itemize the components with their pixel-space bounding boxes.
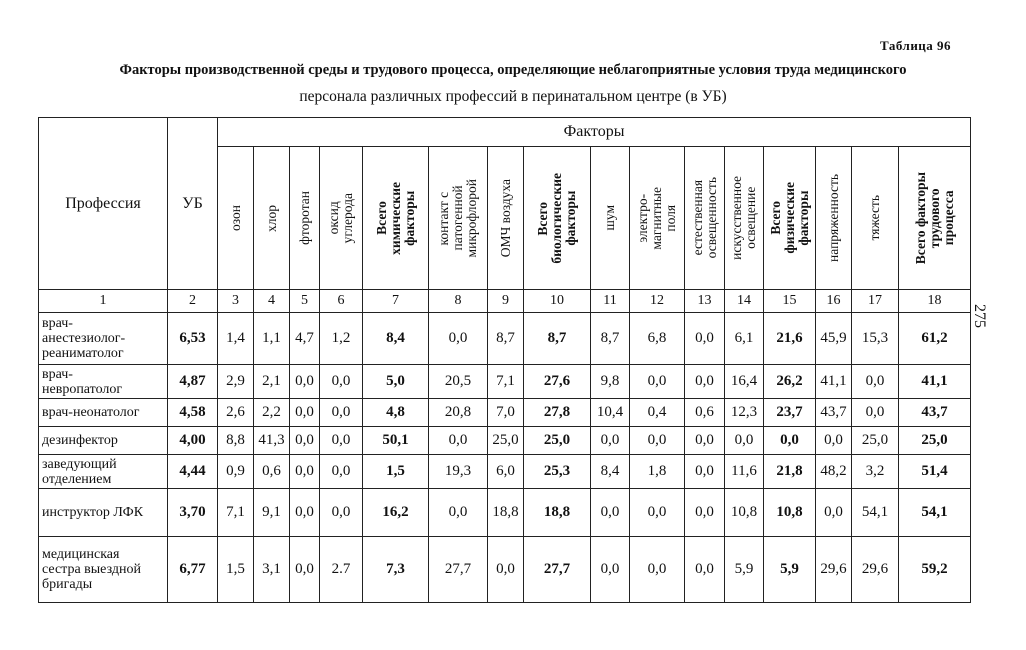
factor-value-cell: 0,0 [816,427,852,455]
column-header: Всего биологические факторы [524,147,591,290]
factor-value-cell: 7,0 [488,399,524,427]
factor-value-cell: 0,0 [685,537,725,603]
factor-value-cell: 0,0 [290,427,320,455]
ub-value-cell: 4,87 [168,365,218,399]
factor-value-cell: 0,0 [852,399,899,427]
factor-value-cell: 12,3 [725,399,764,427]
factor-value-cell: 9,8 [591,365,630,399]
factor-value-cell: 8,8 [218,427,254,455]
factor-value-cell: 9,1 [254,489,290,537]
table-body [39,313,971,603]
factor-value-cell: 0,0 [630,537,685,603]
column-header: оксид углерода [320,147,363,290]
factor-value-cell: 0,0 [429,427,488,455]
factor-value-cell: 7,1 [488,365,524,399]
factor-value-cell: 25,0 [524,427,591,455]
factor-value-cell: 27,8 [524,399,591,427]
factor-value-cell: 4,8 [363,399,429,427]
factor-value-cell: 8,7 [488,313,524,365]
factor-value-cell: 7,1 [218,489,254,537]
factor-value-cell: 3,1 [254,537,290,603]
factor-value-cell: 5,0 [363,365,429,399]
column-number: 15 [764,290,816,313]
table-subtitle: персонала различных профессий в перинатальном центре (в УБ) [299,88,727,105]
factor-value-cell: 25,0 [899,427,971,455]
column-number: 17 [852,290,899,313]
column-number: 13 [685,290,725,313]
factor-value-cell: 0,0 [290,399,320,427]
factor-value-cell: 2,2 [254,399,290,427]
factor-value-cell: 0,0 [320,455,363,489]
factor-value-cell: 1,4 [218,313,254,365]
profession-header: Профессия [39,118,168,290]
factor-value-cell: 10,8 [725,489,764,537]
table-row [39,399,971,427]
factor-value-cell: 29,6 [852,537,899,603]
factor-value-cell: 0,0 [290,489,320,537]
column-header: естественная освещенность [685,147,725,290]
column-number: 9 [488,290,524,313]
column-number: 5 [290,290,320,313]
factor-value-cell: 2,6 [218,399,254,427]
column-header: контакт с патогенной микрофлорой [429,147,488,290]
column-number: 10 [524,290,591,313]
factor-value-cell: 0,0 [685,427,725,455]
factor-value-cell: 6,1 [725,313,764,365]
factor-value-cell: 18,8 [488,489,524,537]
table-row [39,427,971,455]
column-header: хлор [254,147,290,290]
factor-value-cell: 0,0 [591,427,630,455]
factor-value-cell: 10,8 [764,489,816,537]
factor-value-cell: 59,2 [899,537,971,603]
table-row [39,365,971,399]
factor-value-cell: 8,7 [591,313,630,365]
factor-value-cell: 27,7 [524,537,591,603]
column-header: напряженность [816,147,852,290]
factor-value-cell: 11,6 [725,455,764,489]
factor-value-cell: 0,6 [254,455,290,489]
factor-value-cell: 1,2 [320,313,363,365]
column-number: 1 [39,290,168,313]
ub-value-cell: 6,77 [168,537,218,603]
column-number: 4 [254,290,290,313]
factor-value-cell: 0,9 [218,455,254,489]
ub-value-cell: 4,44 [168,455,218,489]
table-row [39,489,971,537]
ub-value-cell: 4,00 [168,427,218,455]
factor-value-cell: 1,5 [218,537,254,603]
header-row-top [39,118,971,147]
factor-value-cell: 1,5 [363,455,429,489]
factor-value-cell: 2,9 [218,365,254,399]
ub-value-cell: 4,58 [168,399,218,427]
factor-value-cell: 2.7 [320,537,363,603]
factor-value-cell: 23,7 [764,399,816,427]
factor-value-cell: 25,0 [852,427,899,455]
factor-value-cell: 16,4 [725,365,764,399]
factor-value-cell: 20,8 [429,399,488,427]
factor-value-cell: 10,4 [591,399,630,427]
column-number: 3 [218,290,254,313]
profession-cell: врач-неонатолог [39,399,168,427]
factor-value-cell: 0,0 [290,537,320,603]
factor-value-cell: 43,7 [816,399,852,427]
factor-value-cell: 0,0 [320,399,363,427]
factor-value-cell: 8,4 [363,313,429,365]
factor-value-cell: 0,0 [320,365,363,399]
factor-value-cell: 6,8 [630,313,685,365]
ub-value-cell: 3,70 [168,489,218,537]
factor-value-cell: 0,0 [429,489,488,537]
factor-value-cell: 21,8 [764,455,816,489]
factor-value-cell: 61,2 [899,313,971,365]
factor-value-cell: 54,1 [899,489,971,537]
profession-cell: заведующий отделением [39,455,168,489]
factor-value-cell: 0,0 [320,427,363,455]
factor-value-cell: 6,0 [488,455,524,489]
column-number: 18 [899,290,971,313]
table-label: Таблица 96 [880,38,952,53]
factors-table [38,117,971,603]
factor-value-cell: 45,9 [816,313,852,365]
ub-value-cell: 6,53 [168,313,218,365]
factor-value-cell: 2,1 [254,365,290,399]
factor-value-cell: 8,7 [524,313,591,365]
factor-value-cell: 50,1 [363,427,429,455]
column-header: Всего химические факторы [363,147,429,290]
factor-value-cell: 1,1 [254,313,290,365]
factor-value-cell: 0,0 [290,455,320,489]
profession-cell: врач- невропатолог [39,365,168,399]
factor-value-cell: 0,0 [290,365,320,399]
profession-cell: инструктор ЛФК [39,489,168,537]
column-number: 2 [168,290,218,313]
factor-value-cell: 0,0 [630,427,685,455]
column-number: 11 [591,290,630,313]
factor-value-cell: 19,3 [429,455,488,489]
column-number: 14 [725,290,764,313]
ub-header: УБ [168,118,218,290]
factor-value-cell: 0,0 [630,365,685,399]
factor-value-cell: 0,0 [764,427,816,455]
column-header: искусственное освещение [725,147,764,290]
factor-value-cell: 41,1 [899,365,971,399]
column-numbers-row [39,290,971,313]
column-header: фторотан [290,147,320,290]
factor-value-cell: 21,6 [764,313,816,365]
factor-value-cell: 41,3 [254,427,290,455]
factor-value-cell: 43,7 [899,399,971,427]
factor-value-cell: 54,1 [852,489,899,537]
table-row [39,313,971,365]
factor-value-cell: 0,0 [630,489,685,537]
page-number: 275 [971,304,988,328]
factor-value-cell: 0,4 [630,399,685,427]
factor-value-cell: 27,7 [429,537,488,603]
factor-value-cell: 5,9 [764,537,816,603]
column-header: ОМЧ воздуха [488,147,524,290]
column-header: озон [218,147,254,290]
table-title: Факторы производственной среды и трудового процесса, определяющие неблагоприятные условия труда медицинского [119,62,907,78]
column-number: 7 [363,290,429,313]
factor-value-cell: 15,3 [852,313,899,365]
profession-cell: дезинфектор [39,427,168,455]
factor-value-cell: 26,2 [764,365,816,399]
factor-value-cell: 0,0 [429,313,488,365]
column-number: 12 [630,290,685,313]
factor-value-cell: 7,3 [363,537,429,603]
factor-value-cell: 1,8 [630,455,685,489]
column-header: Всего факторы трудового процесса [899,147,971,290]
factor-value-cell: 27,6 [524,365,591,399]
factor-value-cell: 0,6 [685,399,725,427]
factor-value-cell: 0,0 [685,365,725,399]
column-number: 8 [429,290,488,313]
factors-header: Факторы [218,118,971,147]
factor-value-cell: 41,1 [816,365,852,399]
factor-value-cell: 0,0 [816,489,852,537]
factor-value-cell: 51,4 [899,455,971,489]
factor-value-cell: 29,6 [816,537,852,603]
factor-value-cell: 0,0 [591,537,630,603]
factor-value-cell: 25,0 [488,427,524,455]
column-header: Всего физические факторы [764,147,816,290]
factor-value-cell: 4,7 [290,313,320,365]
factor-value-cell: 0,0 [591,489,630,537]
factor-value-cell: 20,5 [429,365,488,399]
factor-value-cell: 0,0 [852,365,899,399]
column-number: 6 [320,290,363,313]
factor-value-cell: 0,0 [685,313,725,365]
factor-value-cell: 0,0 [685,489,725,537]
profession-cell: врач- анестезиолог- реаниматолог [39,313,168,365]
factor-value-cell: 0,0 [320,489,363,537]
factor-value-cell: 8,4 [591,455,630,489]
factor-value-cell: 25,3 [524,455,591,489]
table-row [39,455,971,489]
factor-value-cell: 0,0 [725,427,764,455]
column-header: шум [591,147,630,290]
factor-value-cell: 5,9 [725,537,764,603]
factor-value-cell: 0,0 [685,455,725,489]
column-number: 16 [816,290,852,313]
profession-cell: медицинская сестра выездной бригады [39,537,168,603]
factor-value-cell: 16,2 [363,489,429,537]
factor-value-cell: 0,0 [488,537,524,603]
factor-value-cell: 3,2 [852,455,899,489]
factor-value-cell: 18,8 [524,489,591,537]
table-row [39,537,971,603]
column-header: электро- магнитные поля [630,147,685,290]
column-header: тяжесть [852,147,899,290]
factor-value-cell: 48,2 [816,455,852,489]
